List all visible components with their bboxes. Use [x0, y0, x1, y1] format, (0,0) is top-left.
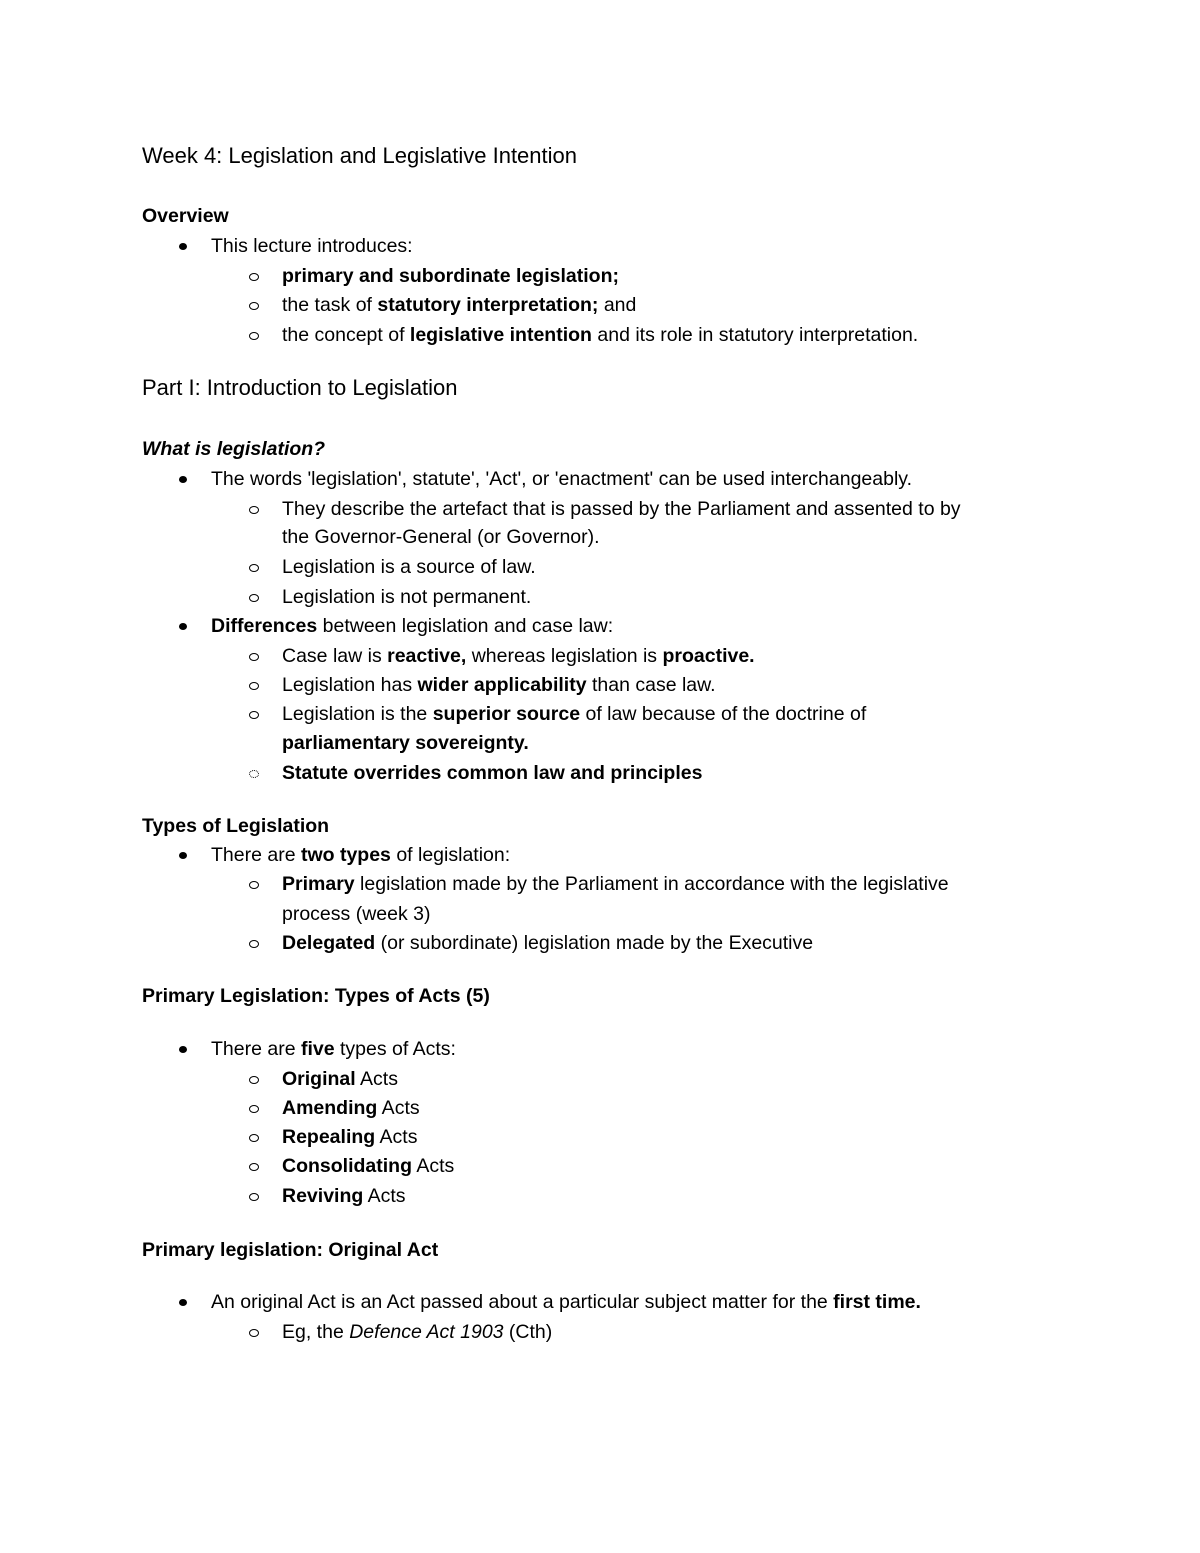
bullet-circle: [244, 1125, 268, 1149]
act-type-item: Consolidating Acts: [282, 1155, 455, 1177]
overview-item: the task of statutory interpretation; and: [282, 294, 637, 316]
bullet-circle: [244, 1154, 268, 1178]
bullet-circle: [244, 1184, 268, 1208]
bullet-disc: [172, 1037, 196, 1061]
bullet-circle: [244, 644, 268, 668]
bullet-circle: [244, 1067, 268, 1091]
bullet-circle: [244, 1096, 268, 1120]
bullet-disc: [172, 234, 196, 258]
type-item: Primary legislation made by the Parliament in accordance with the legislative: [282, 873, 949, 895]
type-item: Delegated (or subordinate) legislation made by the Executive: [282, 932, 814, 954]
what-heading: What is legislation?: [142, 438, 326, 460]
bullet-circle: [244, 293, 268, 317]
overview-item: the concept of legislative intention and its role in statutory interpretation.: [282, 324, 919, 346]
bullet-circle: [244, 585, 268, 609]
bullet-dotted-circle: [244, 761, 268, 785]
act-type-item: Reviving Acts: [282, 1185, 406, 1207]
overview-item: primary and subordinate legislation;: [282, 265, 619, 287]
types-heading: Types of Legislation: [142, 815, 330, 837]
bullet-circle: [244, 673, 268, 697]
what-bullet: The words 'legislation', statute', 'Act', or 'enactment' can be used interchangeably.: [211, 468, 913, 490]
bullet-circle: [244, 1320, 268, 1344]
bullet-disc: [172, 1290, 196, 1314]
difference-item: Legislation has wider applicability than case law.: [282, 674, 716, 696]
original-example: Eg, the Defence Act 1903 (Cth): [282, 1321, 553, 1343]
difference-item: Case law is reactive, whereas legislation is proactive.: [282, 645, 755, 667]
original-bullet: An original Act is an Act passed about a particular subject matter for the first time.: [211, 1291, 921, 1313]
bullet-circle: [244, 264, 268, 288]
page-title: Week 4: Legislation and Legislative Intention: [142, 143, 577, 168]
overview-heading: Overview: [142, 205, 229, 227]
differences-bullet: Differences between legislation and case law:: [211, 615, 614, 637]
bullet-circle: [244, 872, 268, 896]
overview-intro: This lecture introduces:: [211, 235, 413, 257]
bullet-disc: [172, 843, 196, 867]
bullet-circle: [244, 323, 268, 347]
bullet-circle: [244, 931, 268, 955]
bullet-circle: [244, 555, 268, 579]
types-bullet: There are two types of legislation:: [211, 844, 511, 866]
act-type-item: Amending Acts: [282, 1097, 420, 1119]
bullet-disc: [172, 614, 196, 638]
what-sub: They describe the artefact that is passed by the Parliament and assented to by: [282, 498, 961, 520]
bullet-disc: [172, 467, 196, 491]
what-sub: Legislation is a source of law.: [282, 556, 536, 578]
act-type-item: Repealing Acts: [282, 1126, 418, 1148]
what-sub-cont: the Governor-General (or Governor).: [282, 526, 600, 548]
difference-item-cont: parliamentary sovereignty.: [282, 732, 529, 754]
type-item-cont: process (week 3): [282, 903, 431, 925]
part1-heading: Part I: Introduction to Legislation: [142, 375, 458, 400]
difference-item: Legislation is the superior source of law because of the doctrine of: [282, 703, 867, 725]
bullet-circle: [244, 702, 268, 726]
acts-heading: Primary Legislation: Types of Acts (5): [142, 985, 490, 1007]
original-heading: Primary legislation: Original Act: [142, 1239, 439, 1261]
acts-bullet: There are five types of Acts:: [211, 1038, 456, 1060]
what-sub: Legislation is not permanent.: [282, 586, 532, 608]
difference-item: Statute overrides common law and principles: [282, 762, 703, 784]
bullet-circle: [244, 497, 268, 521]
act-type-item: Original Acts: [282, 1068, 398, 1090]
